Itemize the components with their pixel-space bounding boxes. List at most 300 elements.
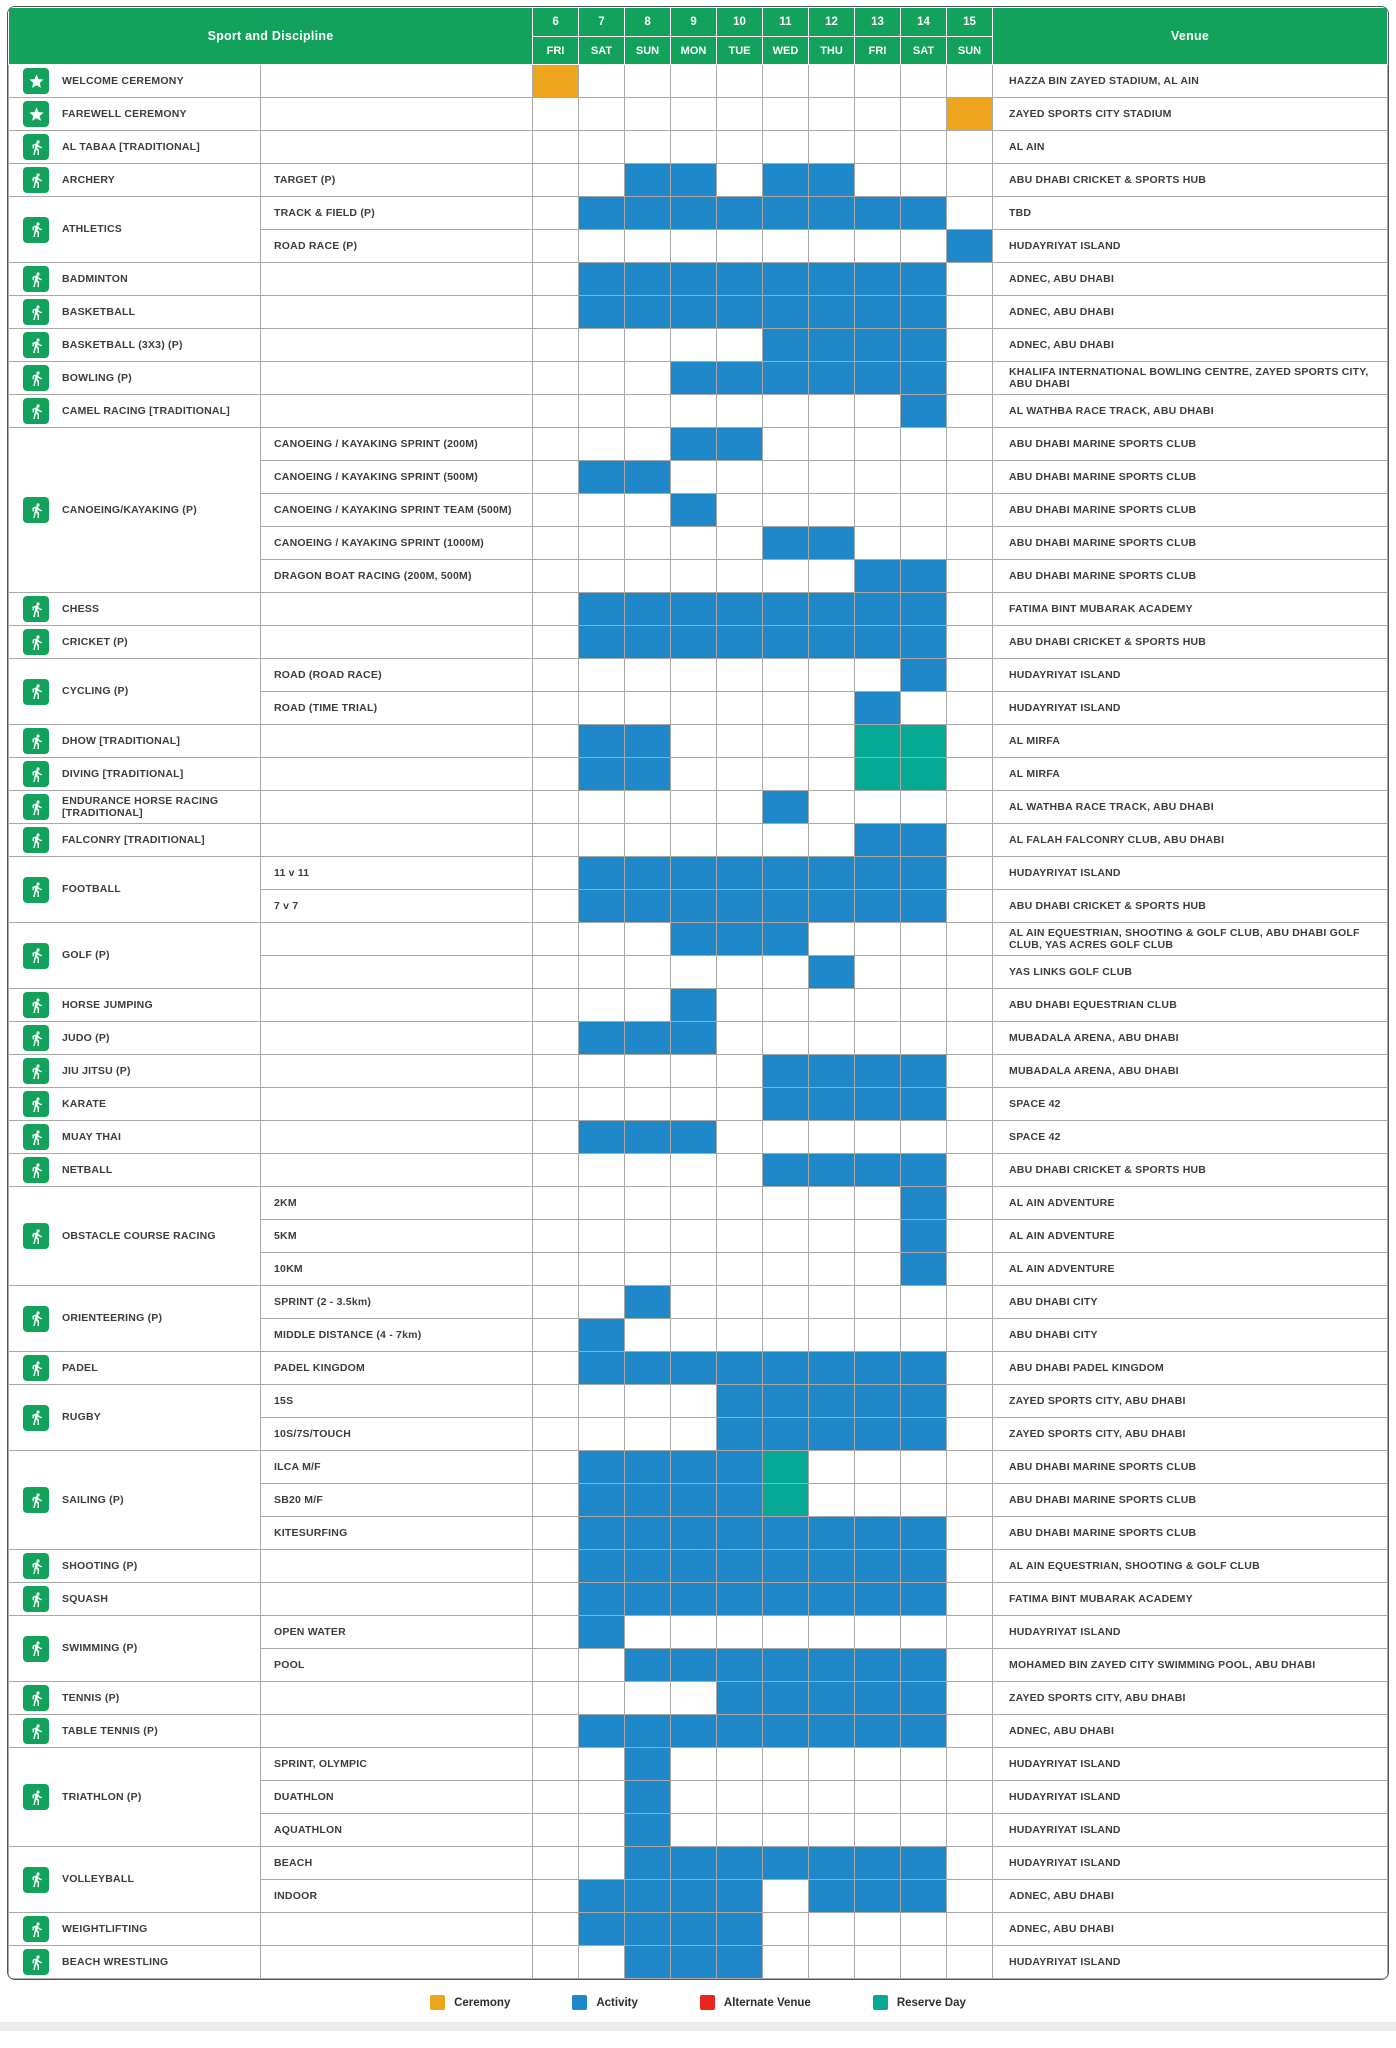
venue-cell: ABU DHABI PADEL KINGDOM	[993, 1352, 1388, 1385]
day-cell-10	[717, 1649, 763, 1682]
day-cell-8	[625, 1220, 671, 1253]
day-cell-6	[533, 428, 579, 461]
day-cell-6	[533, 890, 579, 923]
day-cell-14	[901, 197, 947, 230]
discipline-cell	[261, 395, 533, 428]
schedule-row-camel-racing-traditional	[9, 395, 1388, 428]
day-cell-8	[625, 1154, 671, 1187]
day-cell-10	[717, 1715, 763, 1748]
day-cell-9	[671, 1781, 717, 1814]
day-cell-9	[671, 1253, 717, 1286]
header-date-10: 10	[717, 8, 763, 37]
sport-cell-welcome-ceremony	[9, 65, 261, 98]
day-cell-6	[533, 230, 579, 263]
day-cell-8	[625, 329, 671, 362]
day-cell-14	[901, 1946, 947, 1979]
day-cell-14	[901, 263, 947, 296]
day-cell-13	[855, 1715, 901, 1748]
discipline-cell: AQUATHLON	[261, 1814, 533, 1847]
day-cell-9	[671, 1616, 717, 1649]
day-cell-8	[625, 1451, 671, 1484]
sport-cell-basketball	[9, 296, 261, 329]
day-cell-13	[855, 1550, 901, 1583]
day-cell-10	[717, 989, 763, 1022]
day-cell-13	[855, 989, 901, 1022]
schedule-row-welcome-ceremony	[9, 65, 1388, 98]
day-cell-13	[855, 692, 901, 725]
canoeing-kayaking-icon	[23, 497, 49, 523]
day-cell-8	[625, 1088, 671, 1121]
day-cell-8	[625, 461, 671, 494]
day-cell-10	[717, 1616, 763, 1649]
day-cell-9	[671, 1319, 717, 1352]
day-cell-11	[763, 428, 809, 461]
day-cell-7	[579, 98, 625, 131]
day-cell-11	[763, 1286, 809, 1319]
day-cell-11	[763, 329, 809, 362]
venue-cell: AL AIN EQUESTRIAN, SHOOTING & GOLF CLUB	[993, 1550, 1388, 1583]
day-cell-11	[763, 1187, 809, 1220]
discipline-cell	[261, 1154, 533, 1187]
venue-cell: ABU DHABI MARINE SPORTS CLUB	[993, 1451, 1388, 1484]
day-cell-13	[855, 1583, 901, 1616]
schedule-row-tennis-p	[9, 1682, 1388, 1715]
day-cell-11	[763, 1550, 809, 1583]
day-cell-15	[947, 1484, 993, 1517]
day-cell-10	[717, 296, 763, 329]
sport-label: DHOW [TRADITIONAL]	[62, 734, 181, 747]
day-cell-14	[901, 1484, 947, 1517]
sport-label: CRICKET (P)	[62, 635, 128, 648]
discipline-cell: ROAD RACE (P)	[261, 230, 533, 263]
sport-cell-falconry-traditional	[9, 824, 261, 857]
day-cell-15	[947, 659, 993, 692]
venue-cell: ABU DHABI MARINE SPORTS CLUB	[993, 494, 1388, 527]
endurance-horse-racing-icon	[23, 794, 49, 820]
discipline-cell: 2KM	[261, 1187, 533, 1220]
day-cell-9	[671, 857, 717, 890]
day-cell-6	[533, 1781, 579, 1814]
schedule-row-karate	[9, 1088, 1388, 1121]
day-cell-7	[579, 1088, 625, 1121]
day-cell-12	[809, 527, 855, 560]
day-cell-7	[579, 1385, 625, 1418]
day-cell-6	[533, 1319, 579, 1352]
day-cell-15	[947, 758, 993, 791]
day-cell-15	[947, 1946, 993, 1979]
day-cell-13	[855, 1814, 901, 1847]
venue-cell: HUDAYRIYAT ISLAND	[993, 230, 1388, 263]
day-cell-12	[809, 1154, 855, 1187]
discipline-cell: SPRINT, OLYMPIC	[261, 1748, 533, 1781]
day-cell-10	[717, 1055, 763, 1088]
day-cell-9	[671, 1187, 717, 1220]
sport-label: ORIENTEERING (P)	[62, 1312, 163, 1325]
venue-cell: ABU DHABI CITY	[993, 1286, 1388, 1319]
day-cell-15	[947, 1319, 993, 1352]
day-cell-9	[671, 1022, 717, 1055]
day-cell-6	[533, 1847, 579, 1880]
day-cell-8	[625, 1550, 671, 1583]
day-cell-12	[809, 197, 855, 230]
day-cell-12	[809, 1517, 855, 1550]
day-cell-15	[947, 824, 993, 857]
header-date-7: 7	[579, 8, 625, 37]
venue-cell: ZAYED SPORTS CITY, ABU DHABI	[993, 1418, 1388, 1451]
day-cell-15	[947, 395, 993, 428]
day-cell-8	[625, 1352, 671, 1385]
day-cell-14	[901, 1814, 947, 1847]
venue-cell: MOHAMED BIN ZAYED CITY SWIMMING POOL, ABU DHABI	[993, 1649, 1388, 1682]
day-cell-15	[947, 560, 993, 593]
sport-cell-camel-racing-traditional	[9, 395, 261, 428]
day-cell-15	[947, 1913, 993, 1946]
day-cell-11	[763, 1517, 809, 1550]
day-cell-15	[947, 329, 993, 362]
day-cell-10	[717, 1781, 763, 1814]
day-cell-13	[855, 65, 901, 98]
day-cell-10	[717, 1187, 763, 1220]
day-cell-13	[855, 131, 901, 164]
day-cell-11	[763, 296, 809, 329]
day-cell-12	[809, 1847, 855, 1880]
venue-cell: ABU DHABI MARINE SPORTS CLUB	[993, 527, 1388, 560]
legend-item-alternate-venue	[700, 1995, 811, 2010]
day-cell-12	[809, 1814, 855, 1847]
day-cell-10	[717, 1121, 763, 1154]
day-cell-9	[671, 1484, 717, 1517]
sport-label: BASKETBALL	[62, 305, 136, 318]
day-cell-11	[763, 1946, 809, 1979]
day-cell-14	[901, 626, 947, 659]
day-cell-11	[763, 791, 809, 824]
day-cell-7	[579, 1187, 625, 1220]
day-cell-7	[579, 593, 625, 626]
sport-label: SAILING (P)	[62, 1493, 124, 1506]
tennis-icon	[23, 1685, 49, 1711]
day-cell-9	[671, 1154, 717, 1187]
sport-label: SHOOTING (P)	[62, 1559, 138, 1572]
schedule-row-table-tennis-p	[9, 1715, 1388, 1748]
day-cell-8	[625, 1484, 671, 1517]
day-cell-10	[717, 1484, 763, 1517]
day-cell-10	[717, 1253, 763, 1286]
schedule-row-volleyball-1	[9, 1847, 1388, 1880]
day-cell-13	[855, 659, 901, 692]
day-cell-8	[625, 1253, 671, 1286]
sport-label: WEIGHTLIFTING	[62, 1922, 148, 1935]
day-cell-11	[763, 659, 809, 692]
day-cell-15	[947, 1286, 993, 1319]
day-cell-14	[901, 428, 947, 461]
volleyball-icon	[23, 1867, 49, 1893]
discipline-cell: 5KM	[261, 1220, 533, 1253]
day-cell-13	[855, 428, 901, 461]
day-cell-11	[763, 824, 809, 857]
day-cell-6	[533, 527, 579, 560]
sport-cell-obstacle-course-racing	[9, 1187, 261, 1286]
day-cell-11	[763, 164, 809, 197]
day-cell-6	[533, 1022, 579, 1055]
day-cell-14	[901, 824, 947, 857]
day-cell-14	[901, 362, 947, 395]
day-cell-12	[809, 98, 855, 131]
venue-cell: AL WATHBA RACE TRACK, ABU DHABI	[993, 395, 1388, 428]
schedule-row-badminton	[9, 263, 1388, 296]
day-cell-14	[901, 131, 947, 164]
day-cell-8	[625, 527, 671, 560]
sport-cell-canoeing-kayaking-p	[9, 428, 261, 593]
venue-cell: ABU DHABI MARINE SPORTS CLUB	[993, 461, 1388, 494]
day-cell-7	[579, 1847, 625, 1880]
day-cell-7	[579, 1748, 625, 1781]
day-cell-13	[855, 1055, 901, 1088]
day-cell-10	[717, 791, 763, 824]
venue-cell: YAS LINKS GOLF CLUB	[993, 956, 1388, 989]
day-cell-13	[855, 1649, 901, 1682]
day-cell-15	[947, 428, 993, 461]
sport-label: TABLE TENNIS (P)	[62, 1724, 158, 1737]
day-cell-11	[763, 395, 809, 428]
day-cell-14	[901, 164, 947, 197]
header-date-11: 11	[763, 8, 809, 37]
legend-item-ceremony	[430, 1995, 510, 2010]
day-cell-14	[901, 1550, 947, 1583]
muay-thai-icon	[23, 1124, 49, 1150]
day-cell-10	[717, 1814, 763, 1847]
day-cell-14	[901, 593, 947, 626]
legend-label: Activity	[596, 1996, 638, 2009]
day-cell-14	[901, 989, 947, 1022]
day-cell-15	[947, 1748, 993, 1781]
day-cell-11	[763, 560, 809, 593]
archery-icon	[23, 167, 49, 193]
day-cell-12	[809, 1583, 855, 1616]
venue-cell: KHALIFA INTERNATIONAL BOWLING CENTRE, ZAYED SPORTS CITY, ABU DHABI	[993, 362, 1388, 395]
sport-cell-sailing-p	[9, 1451, 261, 1550]
day-cell-9	[671, 989, 717, 1022]
day-cell-6	[533, 989, 579, 1022]
day-cell-12	[809, 494, 855, 527]
day-cell-14	[901, 692, 947, 725]
discipline-cell: 15S	[261, 1385, 533, 1418]
day-cell-10	[717, 1220, 763, 1253]
day-cell-6	[533, 1715, 579, 1748]
day-cell-10	[717, 1913, 763, 1946]
venue-cell: HUDAYRIYAT ISLAND	[993, 1616, 1388, 1649]
day-cell-6	[533, 362, 579, 395]
cycling-icon	[23, 679, 49, 705]
schedule-row-golf-p-1	[9, 923, 1388, 956]
day-cell-15	[947, 197, 993, 230]
day-cell-7	[579, 494, 625, 527]
schedule-row-falconry-traditional	[9, 824, 1388, 857]
day-cell-6	[533, 1649, 579, 1682]
venue-cell: SPACE 42	[993, 1088, 1388, 1121]
day-cell-10	[717, 824, 763, 857]
schedule-row-obstacle-course-racing-1	[9, 1187, 1388, 1220]
day-cell-7	[579, 428, 625, 461]
day-cell-11	[763, 1847, 809, 1880]
day-cell-12	[809, 791, 855, 824]
day-cell-7	[579, 626, 625, 659]
day-cell-13	[855, 98, 901, 131]
day-cell-10	[717, 1880, 763, 1913]
sport-cell-weightlifting	[9, 1913, 261, 1946]
day-cell-8	[625, 1847, 671, 1880]
discipline-cell: 11 v 11	[261, 857, 533, 890]
day-cell-15	[947, 1121, 993, 1154]
sport-cell-squash	[9, 1583, 261, 1616]
day-cell-8	[625, 791, 671, 824]
day-cell-8	[625, 1055, 671, 1088]
venue-cell: AL AIN EQUESTRIAN, SHOOTING & GOLF CLUB, ABU DHABI GOLF CLUB, YAS ACRES GOLF CLUB	[993, 923, 1388, 956]
discipline-cell	[261, 923, 533, 956]
sport-label: CHESS	[62, 602, 100, 615]
sport-label: FALCONRY [TRADITIONAL]	[62, 833, 205, 846]
day-cell-13	[855, 1748, 901, 1781]
day-cell-9	[671, 725, 717, 758]
day-cell-13	[855, 1451, 901, 1484]
page-bottom-edge	[0, 2022, 1396, 2031]
day-cell-11	[763, 98, 809, 131]
sailing-icon	[23, 1487, 49, 1513]
day-cell-12	[809, 1781, 855, 1814]
rugby-icon	[23, 1405, 49, 1431]
header-day-8-sun: SUN	[625, 37, 671, 65]
day-cell-6	[533, 758, 579, 791]
venue-cell: ABU DHABI CITY	[993, 1319, 1388, 1352]
day-cell-14	[901, 1451, 947, 1484]
day-cell-9	[671, 1055, 717, 1088]
legend-swatch-alternate	[700, 1995, 715, 2010]
day-cell-8	[625, 1121, 671, 1154]
day-cell-15	[947, 1781, 993, 1814]
day-cell-15	[947, 791, 993, 824]
day-cell-11	[763, 857, 809, 890]
sport-label: NETBALL	[62, 1163, 113, 1176]
sport-cell-table-tennis-p	[9, 1715, 261, 1748]
sport-label: BADMINTON	[62, 272, 128, 285]
sport-cell-karate	[9, 1088, 261, 1121]
day-cell-12	[809, 923, 855, 956]
day-cell-7	[579, 1253, 625, 1286]
weightlifting-icon	[23, 1916, 49, 1942]
day-cell-15	[947, 1352, 993, 1385]
day-cell-6	[533, 1352, 579, 1385]
header-day-14-sat: SAT	[901, 37, 947, 65]
schedule-row-jiu-jitsu-p	[9, 1055, 1388, 1088]
day-cell-11	[763, 263, 809, 296]
day-cell-7	[579, 1154, 625, 1187]
day-cell-8	[625, 1781, 671, 1814]
schedule-row-canoeing-kayaking-p-1	[9, 428, 1388, 461]
day-cell-7	[579, 1649, 625, 1682]
day-cell-13	[855, 395, 901, 428]
header-date-13: 13	[855, 8, 901, 37]
sport-cell-chess	[9, 593, 261, 626]
day-cell-6	[533, 725, 579, 758]
day-cell-11	[763, 1253, 809, 1286]
day-cell-13	[855, 263, 901, 296]
day-cell-15	[947, 1847, 993, 1880]
day-cell-12	[809, 395, 855, 428]
day-cell-13	[855, 1352, 901, 1385]
discipline-cell	[261, 1055, 533, 1088]
day-cell-11	[763, 923, 809, 956]
shooting-icon	[23, 1553, 49, 1579]
day-cell-12	[809, 1286, 855, 1319]
discipline-cell	[261, 824, 533, 857]
day-cell-15	[947, 1418, 993, 1451]
schedule-row-basketball	[9, 296, 1388, 329]
discipline-cell	[261, 362, 533, 395]
venue-cell: AL AIN	[993, 131, 1388, 164]
day-cell-10	[717, 1385, 763, 1418]
day-cell-9	[671, 791, 717, 824]
discipline-cell: PADEL KINGDOM	[261, 1352, 533, 1385]
day-cell-11	[763, 1352, 809, 1385]
day-cell-15	[947, 989, 993, 1022]
day-cell-10	[717, 1517, 763, 1550]
day-cell-10	[717, 230, 763, 263]
day-cell-10	[717, 560, 763, 593]
venue-cell: ZAYED SPORTS CITY, ABU DHABI	[993, 1385, 1388, 1418]
athletics-icon	[23, 217, 49, 243]
day-cell-11	[763, 1913, 809, 1946]
day-cell-13	[855, 1121, 901, 1154]
legend-swatch-activity	[572, 1995, 587, 2010]
sport-cell-al-tabaa-traditional	[9, 131, 261, 164]
day-cell-7	[579, 791, 625, 824]
swimming-icon	[23, 1636, 49, 1662]
day-cell-12	[809, 659, 855, 692]
day-cell-11	[763, 1088, 809, 1121]
day-cell-12	[809, 956, 855, 989]
day-cell-9	[671, 1352, 717, 1385]
day-cell-10	[717, 263, 763, 296]
day-cell-12	[809, 230, 855, 263]
sport-label: AL TABAA [TRADITIONAL]	[62, 140, 200, 153]
day-cell-14	[901, 1253, 947, 1286]
day-cell-10	[717, 395, 763, 428]
day-cell-11	[763, 1616, 809, 1649]
day-cell-9	[671, 1880, 717, 1913]
legend-item-reserve-day	[873, 1995, 966, 2010]
golf-icon	[23, 943, 49, 969]
day-cell-6	[533, 1682, 579, 1715]
day-cell-8	[625, 1022, 671, 1055]
day-cell-8	[625, 1517, 671, 1550]
day-cell-11	[763, 890, 809, 923]
sport-cell-swimming-p	[9, 1616, 261, 1682]
day-cell-15	[947, 956, 993, 989]
sport-cell-orienteering-p	[9, 1286, 261, 1352]
discipline-cell	[261, 989, 533, 1022]
day-cell-9	[671, 362, 717, 395]
day-cell-11	[763, 989, 809, 1022]
sport-cell-badminton	[9, 263, 261, 296]
discipline-cell: KITESURFING	[261, 1517, 533, 1550]
schedule-row-swimming-p-1	[9, 1616, 1388, 1649]
day-cell-12	[809, 1418, 855, 1451]
day-cell-6	[533, 329, 579, 362]
venue-cell: HUDAYRIYAT ISLAND	[993, 1781, 1388, 1814]
day-cell-11	[763, 461, 809, 494]
day-cell-7	[579, 890, 625, 923]
day-cell-6	[533, 593, 579, 626]
day-cell-14	[901, 461, 947, 494]
